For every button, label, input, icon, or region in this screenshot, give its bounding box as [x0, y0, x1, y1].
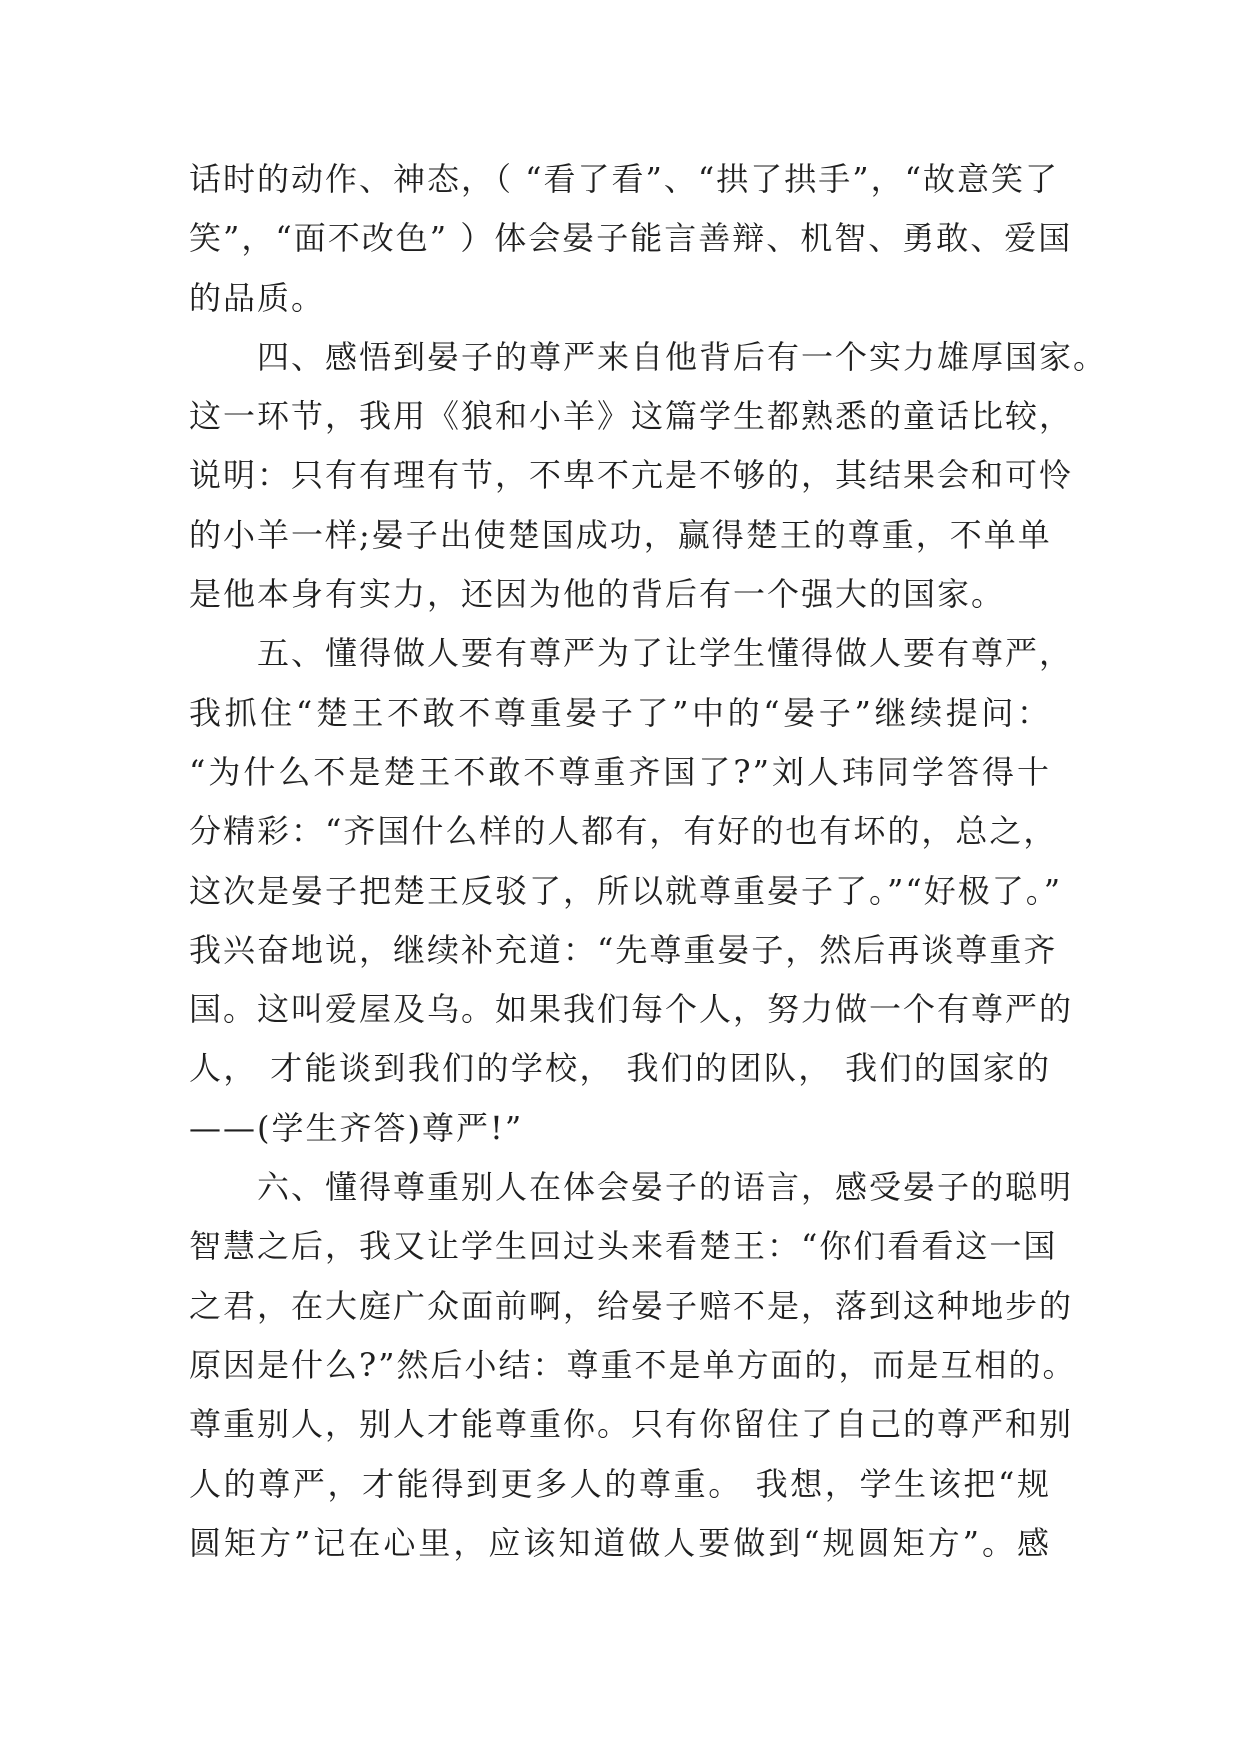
text-line: 智慧之后，我又让学生回过头来看楚王：“你们看看这一国: [189, 1227, 1058, 1266]
text-line: 是他本身有实力，还因为他的背后有一个强大的国家。: [189, 575, 1006, 614]
text-line: 的小羊一样;晏子出使楚国成功，赢得楚王的尊重，不单单: [189, 515, 1052, 554]
text-line: 人的尊严，才能得到更多人的尊重。 我想，学生该把“规: [189, 1464, 1051, 1503]
text-line: 之君，在大庭广众面前啊，给晏子赔不是，落到这种地步的: [189, 1286, 1074, 1325]
text-line: 我兴奋地说，继续补充道：“先尊重晏子，然后再谈尊重齐: [189, 930, 1058, 969]
text-line: 我抓住“楚王不敢不尊重晏子了”中的“晏子”继续提问：: [189, 693, 1051, 732]
text-line: 六、懂得尊重别人在体会晏子的语言，感受晏子的聪明: [189, 1168, 1074, 1207]
text-line: ——(学生齐答)尊严!”: [189, 1108, 524, 1147]
text-line: 人， 才能谈到我们的学校， 我们的团队， 我们的国家的: [189, 1049, 1051, 1088]
text-line: 分精彩：“齐国什么样的人都有，有好的也有坏的，总之，: [189, 812, 1058, 851]
text-line: 说明：只有有理有节，不卑不亢是不够的，其结果会和可怜: [189, 456, 1074, 495]
text-line: 尊重别人，别人才能尊重你。只有你留住了自己的尊严和别: [189, 1405, 1074, 1444]
text-line: 原因是什么?”然后小结：尊重不是单方面的，而是互相的。: [189, 1345, 1077, 1384]
text-line: 话时的动作、神态，（ “看了看”、“拱了拱手”，“故意笑了: [189, 160, 1059, 198]
text-line: 圆矩方”记在心里，应该知道做人要做到“规圆矩方”。感: [189, 1523, 1051, 1562]
text-line: 这次是晏子把楚王反驳了，所以就尊重晏子了。”“好极了。”: [189, 871, 1063, 910]
document-body: [189, 150, 1108, 1573]
text-line: 国。这叫爱屋及乌。如果我们每个人，努力做一个有尊严的: [189, 990, 1074, 1029]
text-line: 笑”，“面不改色” ）体会晏子能言善辩、机智、勇敢、爱国: [189, 219, 1073, 258]
text-line: 五、懂得做人要有尊严为了让学生懂得做人要有尊严，: [189, 634, 1074, 673]
text-line: “为什么不是楚王不敢不尊重齐国了?”刘人玮同学答得十: [189, 752, 1051, 791]
text-line: 这一环节，我用《狼和小羊》这篇学生都熟悉的童话比较，: [189, 397, 1074, 436]
text-line: 四、感悟到晏子的尊严来自他背后有一个实力雄厚国家。: [189, 337, 1108, 376]
text-line: 的品质。: [189, 278, 326, 317]
